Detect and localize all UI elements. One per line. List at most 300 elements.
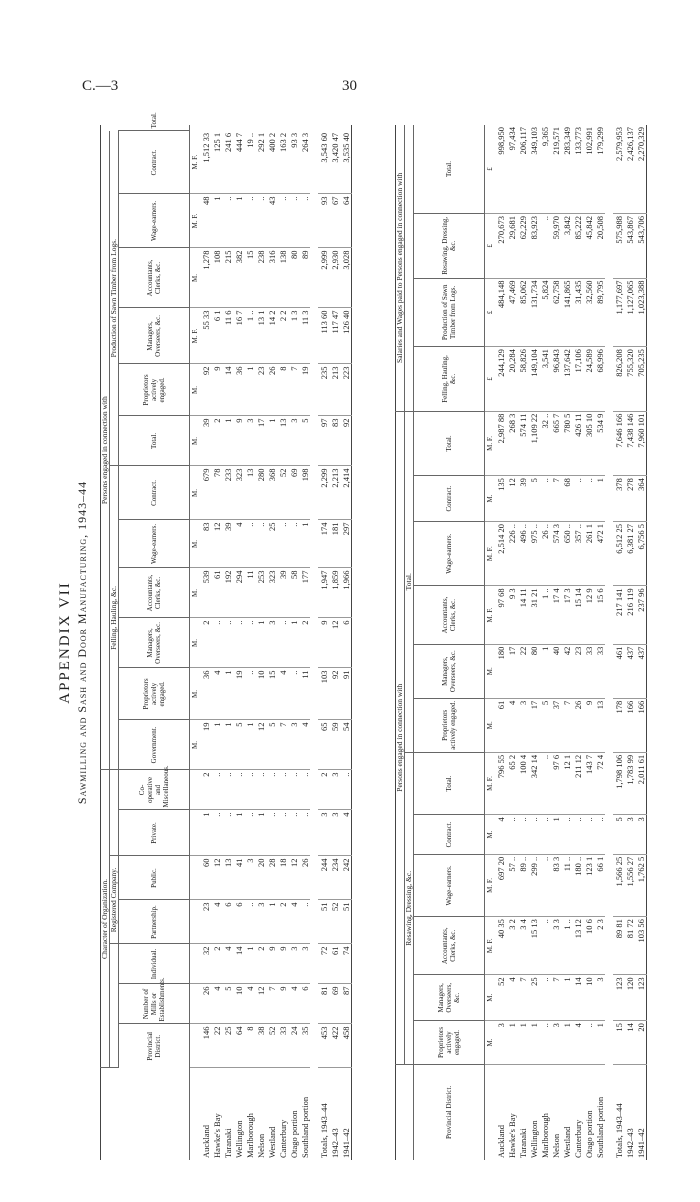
table-cell: 61 — [211, 568, 222, 618]
table-cell: 2 — [211, 944, 222, 984]
page-number: 30 — [342, 78, 357, 94]
table-cell: 15 13 — [528, 917, 539, 975]
table-cell: 67 — [329, 194, 340, 248]
table-row — [255, 125, 266, 1160]
table-cell: 117 47 — [329, 308, 340, 364]
table-cell: 305 10 — [583, 411, 594, 476]
table-cell: 6,512 25 — [613, 521, 624, 585]
table-row — [624, 125, 635, 1160]
column-header: Wage-earners. — [414, 521, 485, 585]
table-cell: 1,798 106 — [613, 752, 624, 814]
table-cell: 1 — [539, 644, 550, 698]
table-cell: 211 12 — [572, 752, 583, 814]
sex-cell: M. — [485, 476, 496, 522]
table-cell: 5 — [528, 476, 539, 522]
table-cell: 496 .. — [517, 521, 528, 585]
table-cell: 131,734 — [528, 278, 539, 347]
table-cell: 241 6 — [222, 131, 233, 194]
table-cell: 472 1 — [594, 521, 605, 585]
table-row — [550, 125, 561, 1160]
table-cell: 52 — [266, 1024, 277, 1068]
table-cell: 1 — [222, 416, 233, 466]
table-cell: 93 — [318, 194, 329, 248]
table-cell: .. — [277, 618, 288, 668]
column-header: Contract. — [414, 815, 485, 855]
table-cell: 1 — [211, 194, 222, 248]
table-cell: 1 .. — [244, 308, 255, 364]
column-header: Accountants, Clerks, &c. — [414, 917, 485, 975]
table-cell: 20 — [635, 1021, 647, 1065]
table-cell: 4 — [222, 944, 233, 984]
sex-row — [485, 125, 496, 1160]
table-cell: .. — [211, 810, 222, 856]
district-cell: 1942–43 — [329, 1128, 340, 1158]
table-cell: 2 3 — [594, 917, 605, 975]
district-cell: Taranaki — [222, 1128, 233, 1158]
table-cell: 39 — [517, 476, 528, 522]
table-cell: 83,923 — [528, 214, 539, 278]
table-cell: .. — [539, 975, 550, 1021]
table-cell: 32 .. — [539, 411, 550, 476]
table-cell: 12 — [329, 618, 340, 668]
table-cell: 292 1 — [255, 131, 266, 194]
table-cell: 484,148 — [495, 278, 506, 347]
table-cell: 7 — [550, 476, 561, 522]
table-cell: 2 — [255, 944, 266, 984]
table-cell: 15 — [613, 1021, 624, 1065]
table-cell: 80 — [528, 644, 539, 698]
table-row — [200, 125, 211, 1160]
table-cell: 2,999 — [318, 248, 329, 308]
column-header: Total. — [414, 125, 485, 214]
district-cell: Otago portion — [583, 1110, 594, 1158]
table-cell: 233 — [222, 466, 233, 520]
column-header: Managers, Overseers, &c. — [119, 618, 190, 668]
table-cell: 29,681 — [506, 214, 517, 278]
sex-cell: M. — [190, 568, 201, 618]
table-cell: 35 — [299, 1024, 310, 1068]
table-cell: 47,469 — [506, 278, 517, 347]
table-cell: 13 1 — [255, 308, 266, 364]
table-row — [528, 125, 539, 1160]
table-cell: 9 — [277, 984, 288, 1024]
table-cell: 97 6 — [550, 752, 561, 814]
column-header: Accountants, Clerks, &c. — [119, 568, 190, 618]
table-cell: 17,106 — [572, 347, 583, 411]
table-cell: 2 — [200, 770, 211, 810]
table-cell: 3 — [624, 815, 635, 855]
sex-cell: M. F. — [485, 586, 496, 644]
table-cell: 238 — [255, 248, 266, 308]
table-cell: .. — [244, 900, 255, 944]
group-registered: Registered Company. — [110, 856, 119, 944]
table-cell: 3,541 — [539, 347, 550, 411]
column-header: Provincial District. — [119, 1024, 190, 1068]
table-cell: .. — [233, 770, 244, 810]
table-cell: 89 81 — [613, 917, 624, 975]
table-cell: 1 — [233, 194, 244, 248]
table-cell: 93 3 — [288, 131, 299, 194]
header-spacer — [101, 1068, 190, 1160]
header-spacer-2 — [110, 944, 119, 1068]
column-header: Proprietors actively engaged. — [414, 1021, 485, 1065]
table-cell: 91 — [340, 668, 352, 720]
sex-cell — [190, 984, 201, 1024]
table-cell: 1,109 22 — [528, 411, 539, 476]
column-header: Proprietors actively engaged. — [119, 668, 190, 720]
table-cell: 6 1 — [211, 308, 222, 364]
table-cell: 23 — [572, 644, 583, 698]
table-cell: 1 — [550, 815, 561, 855]
table-cell: 10 — [233, 984, 244, 1024]
table-cell: 543,706 — [635, 214, 647, 278]
column-header: Total. — [119, 416, 190, 466]
table-cell: 3 3 — [550, 917, 561, 975]
table-cell: .. — [233, 618, 244, 668]
table-cell: 37 — [550, 698, 561, 752]
district-cell: Hawke's Bay — [211, 1113, 222, 1158]
table-cell: 58,826 — [517, 347, 528, 411]
table-cell: 97,434 — [506, 125, 517, 214]
table-cell: 13 — [222, 856, 233, 900]
table-cell: 444 7 — [233, 131, 244, 194]
table-cell: 54 — [340, 720, 352, 770]
district-cell: Wellington — [233, 1120, 244, 1158]
table-cell: 364 — [635, 476, 647, 522]
table-cell: 7,960 101 — [635, 411, 647, 476]
table-cell: 25 — [528, 975, 539, 1021]
table-cell: 2 — [318, 770, 329, 810]
table-cell: 4 — [506, 975, 517, 1021]
table-cell: 15 14 — [572, 586, 583, 644]
sex-cell: £ — [485, 278, 496, 347]
table-cell: 14 2 — [266, 308, 277, 364]
table-row — [583, 125, 594, 1160]
table-cell: 78 — [211, 466, 222, 520]
sex-cell: M. — [190, 416, 201, 466]
table-cell: .. — [561, 815, 572, 855]
table-cell: 1,762 5 — [635, 854, 647, 916]
column-header: Individual. — [119, 944, 190, 984]
table-cell: 1 — [222, 720, 233, 770]
table-cell: 36 — [233, 364, 244, 416]
table-cell: 180 — [495, 644, 506, 698]
table-cell: 2,011 61 — [635, 752, 647, 814]
table-cell: 14 — [572, 975, 583, 1021]
table-cell: 68 — [561, 476, 572, 522]
header-spacer-3 — [110, 770, 119, 856]
table-cell: 2,987 88 — [495, 411, 506, 476]
table-cell: 1,556 27 — [624, 854, 635, 916]
district-cell: Canterbury — [572, 1119, 583, 1158]
table-cell: .. — [244, 668, 255, 720]
table-cell: 179,299 — [594, 125, 605, 214]
table-cell: 543,867 — [624, 214, 635, 278]
table-cell: 261 1 — [583, 521, 594, 585]
table-cell: 15 — [244, 248, 255, 308]
table-cell: 8 — [277, 364, 288, 416]
table-cell: 217 141 — [613, 586, 624, 644]
table-cell: 40 35 — [495, 917, 506, 975]
table-cell: 85,222 — [572, 214, 583, 278]
table-cell: 2,213 — [329, 466, 340, 520]
table-cell: 5 — [299, 416, 310, 466]
table-cell: 143 7 — [583, 752, 594, 814]
table-cell: 3 — [288, 944, 299, 984]
table-cell: 72 — [318, 944, 329, 984]
table-cell: 85,062 — [517, 278, 528, 347]
table-cell: 39 — [200, 416, 211, 466]
district-cell: 1941–42 — [635, 1128, 646, 1158]
table-cell: 4 — [495, 815, 506, 855]
group-total: Total. — [405, 411, 414, 752]
table-row — [222, 125, 233, 1160]
table-cell: .. — [594, 815, 605, 855]
table-cell: 52 — [329, 900, 340, 944]
column-header: Managers, Overseers, &c. — [119, 308, 190, 364]
table-cell: 10 6 — [583, 917, 594, 975]
sex-cell: M. F. — [485, 521, 496, 585]
table-cell: 9 — [583, 698, 594, 752]
table-cell: 10 — [255, 668, 266, 720]
column-header: Proprietors actively engaged. — [414, 698, 485, 752]
table-cell: 342 14 — [528, 752, 539, 814]
table-cell: 166 — [624, 698, 635, 752]
table-cell: 3 — [495, 1021, 506, 1065]
table-cell: 92 — [200, 364, 211, 416]
district-cell: Southland portion — [299, 1096, 310, 1158]
sex-cell: M. F. — [485, 411, 496, 476]
spacer-row — [605, 125, 613, 1160]
table-cell: 796 55 — [495, 752, 506, 814]
table-row — [299, 125, 310, 1160]
sex-row — [190, 125, 201, 1160]
table-cell: 12 — [255, 720, 266, 770]
table-cell: .. — [211, 770, 222, 810]
table-cell: 61 — [495, 698, 506, 752]
column-header: Public. — [119, 856, 190, 900]
table-cell: 51 — [340, 900, 352, 944]
district-cell: Nelson — [550, 1133, 561, 1158]
table-cell: 755,320 — [624, 347, 635, 411]
column-header: Partnership. — [119, 900, 190, 944]
district-cell: Marlborough — [244, 1113, 255, 1158]
table-cell: 38 — [255, 1024, 266, 1068]
table-cell: 18 — [277, 856, 288, 900]
column-header: Accountants, Clerks, &c. — [119, 248, 190, 308]
table-cell: 9 — [233, 416, 244, 466]
table-cell: 65 — [318, 720, 329, 770]
table-cell: 141,865 — [561, 278, 572, 347]
table-cell: 349,103 — [528, 125, 539, 214]
table-cell: 2,299 — [318, 466, 329, 520]
table-cell: .. — [222, 194, 233, 248]
table-cell: 215 — [222, 248, 233, 308]
table-cell: 1,127,065 — [624, 278, 635, 347]
district-cell: Southland portion — [594, 1096, 605, 1158]
table-cell: 59 — [329, 720, 340, 770]
district-cell: 1942–43 — [624, 1128, 635, 1158]
table-cell: 14 — [624, 1021, 635, 1065]
table-cell: 6 — [340, 618, 352, 668]
table-cell: 3 — [288, 720, 299, 770]
group-persons: Persons engaged in connection with — [101, 131, 110, 770]
table-cell: 235 — [318, 364, 329, 416]
table-cell: 4 — [244, 984, 255, 1024]
district-cell: Canterbury — [277, 1119, 288, 1158]
table-cell: 13 — [594, 698, 605, 752]
table-cell: .. — [299, 810, 310, 856]
table-cell: 1 — [517, 1021, 528, 1065]
table-cell: 4 — [572, 1021, 583, 1065]
table-cell: 3 — [550, 1021, 561, 1065]
table-cell: 20,508 — [594, 214, 605, 278]
column-header: Number of Mills or Establishments. — [119, 984, 190, 1024]
district-cell: Auckland — [495, 1124, 506, 1158]
table-cell: 1 — [244, 944, 255, 984]
table-cell: 178 — [613, 698, 624, 752]
table-cell: 9,365 — [539, 125, 550, 214]
table-cell: .. — [539, 917, 550, 975]
column-header: Managers, Overseers, &c. — [414, 644, 485, 698]
table-cell: .. — [266, 770, 277, 810]
table-cell: 39 — [222, 520, 233, 568]
table-cell: 11 .. — [561, 854, 572, 916]
table-cell: 253 — [255, 568, 266, 618]
table-cell: 574 3 — [550, 521, 561, 585]
table-cell: .. — [583, 815, 594, 855]
table-cell: 4 — [288, 900, 299, 944]
resawing-salaries-table — [395, 125, 647, 1160]
table-cell: .. — [288, 668, 299, 720]
table-cell: 1 — [288, 618, 299, 668]
table-cell: 323 — [233, 466, 244, 520]
sex-cell: M. F. — [190, 131, 201, 194]
table-row — [266, 125, 277, 1160]
table-cell: 41 — [233, 856, 244, 900]
table-cell: 15 6 — [594, 586, 605, 644]
spacer-row — [310, 125, 318, 1160]
column-header: Total. — [414, 752, 485, 814]
table-cell: 52 — [495, 975, 506, 1021]
table-cell: 574 11 — [517, 411, 528, 476]
sex-cell: M. — [485, 815, 496, 855]
table-cell: 7,438 146 — [624, 411, 635, 476]
table-cell: 12 — [211, 856, 222, 900]
table-cell: 135 — [495, 476, 506, 522]
table-cell: .. — [572, 815, 583, 855]
table-cell: 1 — [561, 1021, 572, 1065]
table-cell: 3 2 — [506, 917, 517, 975]
table-cell: 975 .. — [528, 521, 539, 585]
table-cell: 244 — [318, 856, 329, 900]
column-header: Accountants, Clerks, &c. — [414, 586, 485, 644]
table-cell: 6 — [222, 900, 233, 944]
table-cell: 123 — [613, 975, 624, 1021]
table-cell: 149,104 — [528, 347, 539, 411]
table-cell: 3,420 47 — [329, 131, 340, 194]
table-cell: 705,235 — [635, 347, 647, 411]
table-cell: 12 — [288, 856, 299, 900]
district-cell: Taranaki — [517, 1128, 528, 1158]
table-cell: 26 — [572, 698, 583, 752]
table-cell: .. — [539, 476, 550, 522]
table-cell: 264 3 — [299, 131, 310, 194]
table-cell: 16 7 — [233, 308, 244, 364]
table-cell: 26 — [200, 984, 211, 1024]
sex-cell: £ — [485, 347, 496, 411]
table-cell: 23 — [255, 364, 266, 416]
table-cell: 97 — [318, 416, 329, 466]
table-cell: 4 — [233, 520, 244, 568]
table-cell: 181 — [329, 520, 340, 568]
table-cell: 12 — [506, 476, 517, 522]
sex-cell: M. — [190, 248, 201, 308]
table-cell: 4 — [299, 720, 310, 770]
table-cell: 45,842 — [583, 214, 594, 278]
table-cell: .. — [222, 618, 233, 668]
table-cell: 60 — [200, 856, 211, 900]
table-cell: 826,208 — [613, 347, 624, 411]
table-cell: .. — [288, 520, 299, 568]
table-cell: 316 — [266, 248, 277, 308]
table-cell: 1 — [211, 720, 222, 770]
table-cell: 216 119 — [624, 586, 635, 644]
table-cell: .. — [288, 194, 299, 248]
page-ref: C.—3 — [82, 78, 119, 94]
table-cell: .. — [539, 815, 550, 855]
table-cell: 7 — [561, 698, 572, 752]
table-cell: 780 5 — [561, 411, 572, 476]
table-cell: .. — [211, 618, 222, 668]
table-cell: 28 — [266, 856, 277, 900]
group-character: Character of Organization. — [101, 770, 110, 1068]
column-headers — [414, 125, 485, 1160]
table-cell: .. — [255, 520, 266, 568]
table-cell: 3 — [635, 815, 647, 855]
table-cell: 244,129 — [495, 347, 506, 411]
table-cell: 14 11 — [517, 586, 528, 644]
table-cell: 31,435 — [572, 278, 583, 347]
table-cell: 458 — [340, 1024, 352, 1068]
table-cell: 17 — [506, 644, 517, 698]
column-header: Resawing, Dressing, &c. — [414, 214, 485, 278]
column-header: Felling, Hauling, &c. — [414, 347, 485, 411]
table-cell: 1 — [244, 364, 255, 416]
table-row — [318, 125, 329, 1160]
table-cell: .. — [288, 810, 299, 856]
table-cell: 283,349 — [561, 125, 572, 214]
column-header: Contract. — [414, 476, 485, 522]
table-cell: 9 — [211, 364, 222, 416]
table-cell: 26 .. — [539, 521, 550, 585]
table-cell: 7,646 166 — [613, 411, 624, 476]
table-cell: 1 — [299, 520, 310, 568]
table-cell: 36 — [200, 668, 211, 720]
table-cell: 92 — [340, 416, 352, 466]
table-cell: .. — [255, 770, 266, 810]
table-cell: 126 40 — [340, 308, 352, 364]
table-cell: 382 — [233, 248, 244, 308]
table-cell: 81 — [318, 984, 329, 1024]
table-row — [288, 125, 299, 1160]
sex-cell — [190, 810, 201, 856]
table-cell: 64 — [233, 1024, 244, 1068]
table-subtitle: Sawmilling and Sash and Door Manufacturing, 1943–44 — [75, 480, 89, 805]
table-cell: .. — [255, 194, 266, 248]
table-cell: 237 96 — [635, 586, 647, 644]
table-cell: .. — [244, 520, 255, 568]
